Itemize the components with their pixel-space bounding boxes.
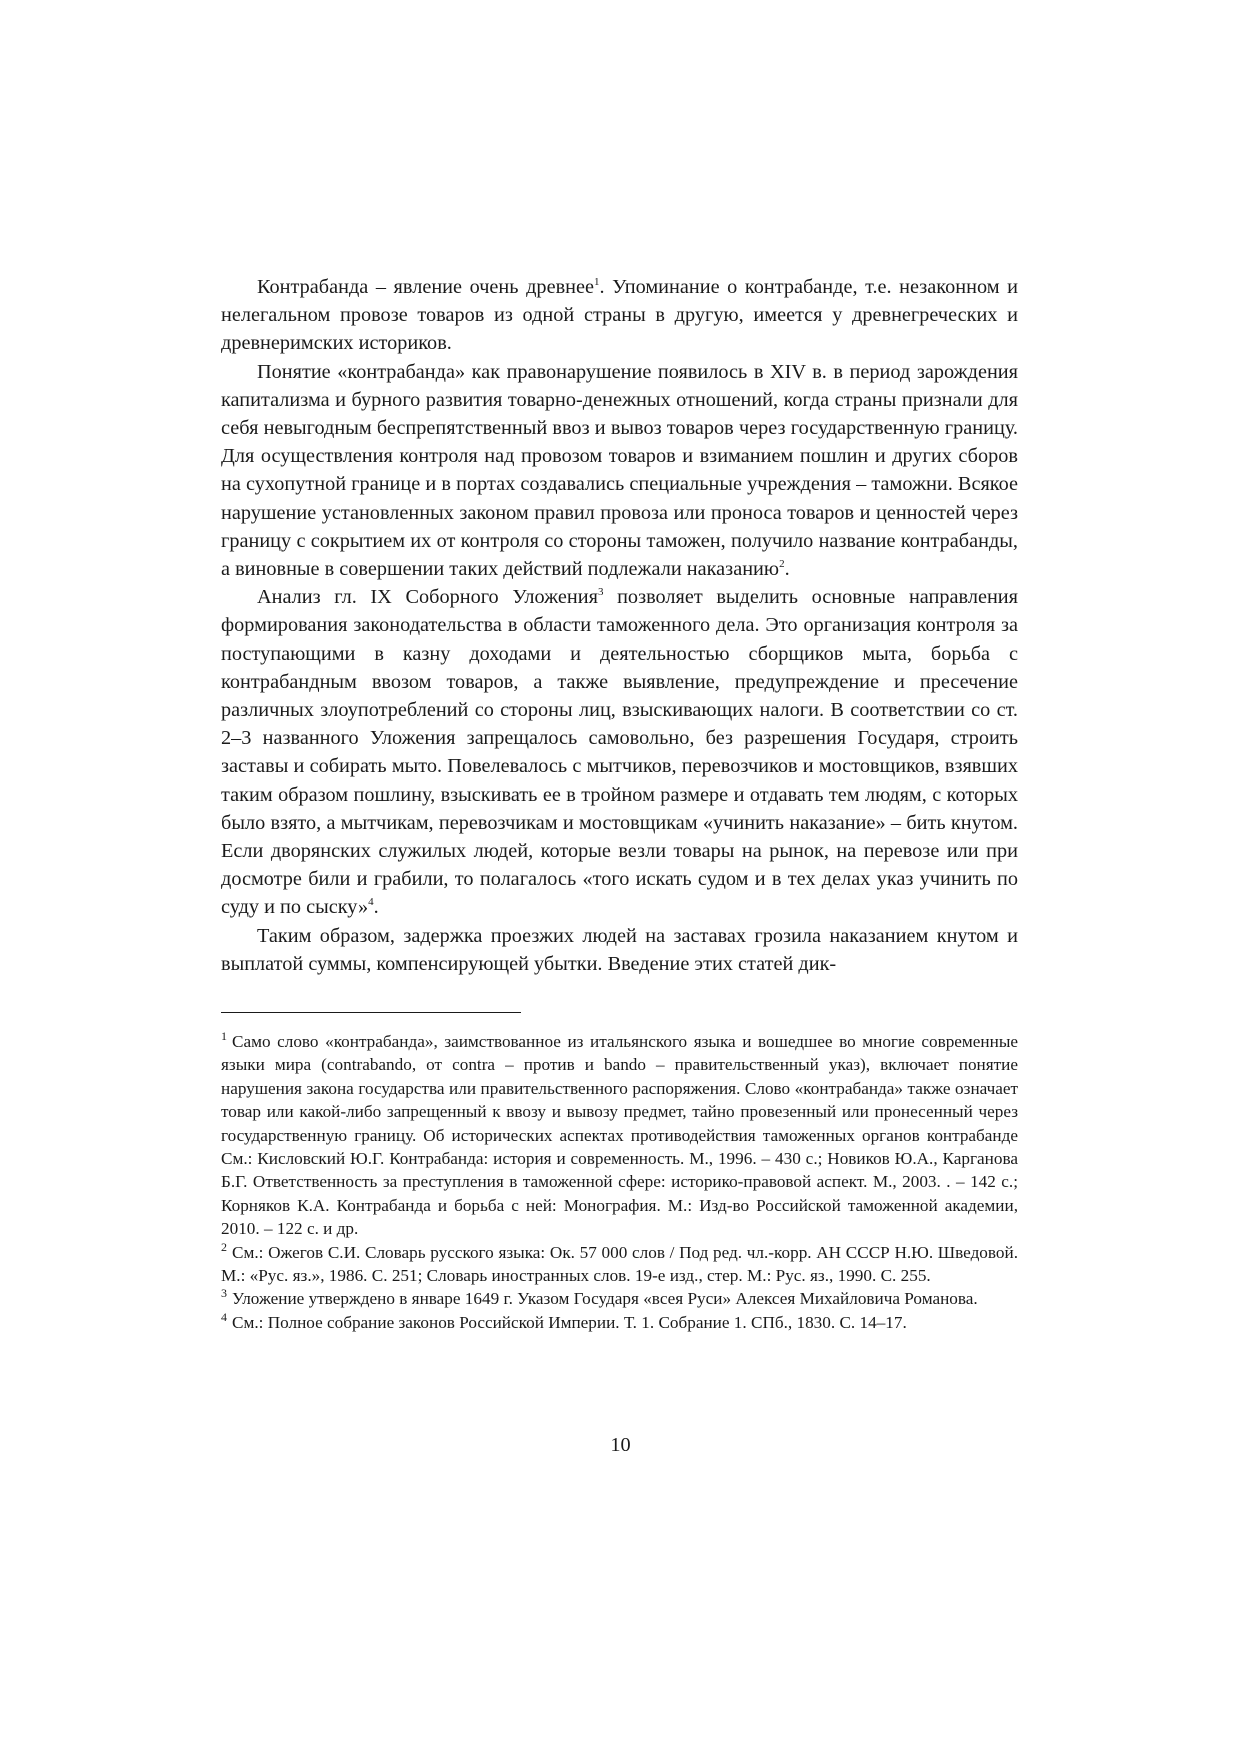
footnote-ref-1[interactable]: 1 <box>594 276 600 288</box>
paragraph-text: . <box>784 558 790 581</box>
footnote-ref-2[interactable]: 2 <box>779 558 785 571</box>
paragraph-text: позволяет выделить основные направления формирования законодательства в области таможенного дела. Это организация контроля за поступающими в казну доходами и деятельностью сборщиков мыта, борьба с контрабандным ввозом товаров, а также выявление, предупреждение и пресечение различных злоупотреблений со стороны лиц, взыскивающих налоги. В соответствии со ст. 2–3 названного Уложения запрещалось самовольно, без разрешения Государя, строить заставы и собирать мыто. Повелевалось с мытчиков, перевозчиков и мостовщиков, взявших таким образом пошлину, взыскивать ее в тройном размере и отдавать тем людям, с которых было взято, а мытчикам, перевозчикам и мостовщикам «учинить наказание» – бить кнутом. Если дворянских служилых людей, которые везли товары на рынок, на перевозе или при досмотре били и грабили, то полагалось «того искать судом и в тех делах указ учинить по суду и по сыску» <box>221 586 1018 919</box>
footnotes <box>221 1030 1018 1334</box>
footnote-text: См.: Ожегов С.И. Словарь русского языка: Ок. 57 000 слов / Под ред. чл.-корр. АН СССР Н.Ю. Шведовой. М.: «Рус. яз.», 1986. С. 251; Словарь иностранных слов. 19-е изд., стер. М.: Рус. яз., 1990. С. 255. <box>221 1242 1018 1286</box>
footnote-3 <box>221 1287 1018 1310</box>
paragraph-1 <box>221 273 1018 358</box>
page-number: 10 <box>610 1434 631 1456</box>
paragraph-text: Понятие «контрабанда» как правонарушение появилось в XIV в. в период зарождения капитализма и бурного развития товарно-денежных отношений, когда страны признали для себя невыгодным беспрепятственный ввоз и вывоз товаров через государственную границу. Для осуществления контроля над провозом товаров и взиманием пошлин и других сборов на сухопутной границе и в портах создавались специальные учреждения – таможни. Всякое нарушение установленных законом правил провоза или проноса товаров и ценностей через границу с сокрытием их от контроля со стороны таможен, получило название контрабанды, а виновные в совершении таких действий подлежали наказанию <box>221 360 1018 581</box>
footnote-1 <box>221 1030 1018 1241</box>
footnote-separator <box>221 1012 521 1013</box>
footnote-number: 1 <box>221 1029 227 1043</box>
footnote-text: См.: Полное собрание законов Российской Империи. Т. 1. Собрание 1. СПб., 1830. С. 14–17. <box>232 1312 907 1332</box>
footnote-ref-3[interactable]: 3 <box>597 586 604 599</box>
footnote-ref-4[interactable]: 4 <box>368 896 374 909</box>
paragraph-3 <box>221 583 1018 921</box>
paragraph-4 <box>221 922 1018 978</box>
main-text <box>221 273 1018 978</box>
paragraph-2 <box>221 358 1018 584</box>
paragraph-text: . Упоминание о контрабанде, т.е. незаконном и нелегальном провозе товаров из одной страны в другую, имеется у древнегреческих и древнеримских историков. <box>221 276 1018 355</box>
paragraph-text: Таким образом, задержка проезжих людей на заставах грозила наказанием кнутом и выплатой суммы, компенсирующей убытки. Введение этих статей дик- <box>221 924 1018 975</box>
paragraph-text: Контрабанда – явление очень древнее <box>257 276 595 298</box>
footnote-number: 3 <box>221 1286 227 1301</box>
paragraph-text: Анализ гл. IX Соборного Уложения <box>257 586 598 609</box>
footnote-4 <box>221 1311 1018 1334</box>
paragraph-text: . <box>373 896 379 919</box>
footnote-number: 4 <box>221 1309 227 1324</box>
footnote-text: Само слово «контрабанда», заимствованное из итальянского языка и вошедшее во многие современные языки мира (contrabando, от contra – против и bando – правительственный указ), включает понятие нарушения закона государства или правительственного распоряжения. Слово «контрабанда» также означает товар или какой-либо запрещенный к ввозу и вывозу предмет, тайно провезенный или пронесенный через государственную границу. Об исторических аспектах противодействия таможенных органов контрабанде См.: Кисловский Ю.Г. Контрабанда: история и современность. М., 1996. – 430 с.; Новиков Ю.А., Карганова Б.Г. Ответственность за преступления в таможенной сфере: историко-правовой аспект. М., 2003. . – 142 с.; Корняков К.А. Контрабанда и борьба с ней: Монография. М.: Изд-во Российской таможенной академии, 2010. – 122 с. и др. <box>221 1032 1018 1239</box>
footnote-number: 2 <box>221 1239 227 1254</box>
footnote-2 <box>221 1241 1018 1288</box>
footnote-text: Уложение утверждено в январе 1649 г. Указом Государя «всея Руси» Алексея Михайловича Романова. <box>232 1289 978 1309</box>
